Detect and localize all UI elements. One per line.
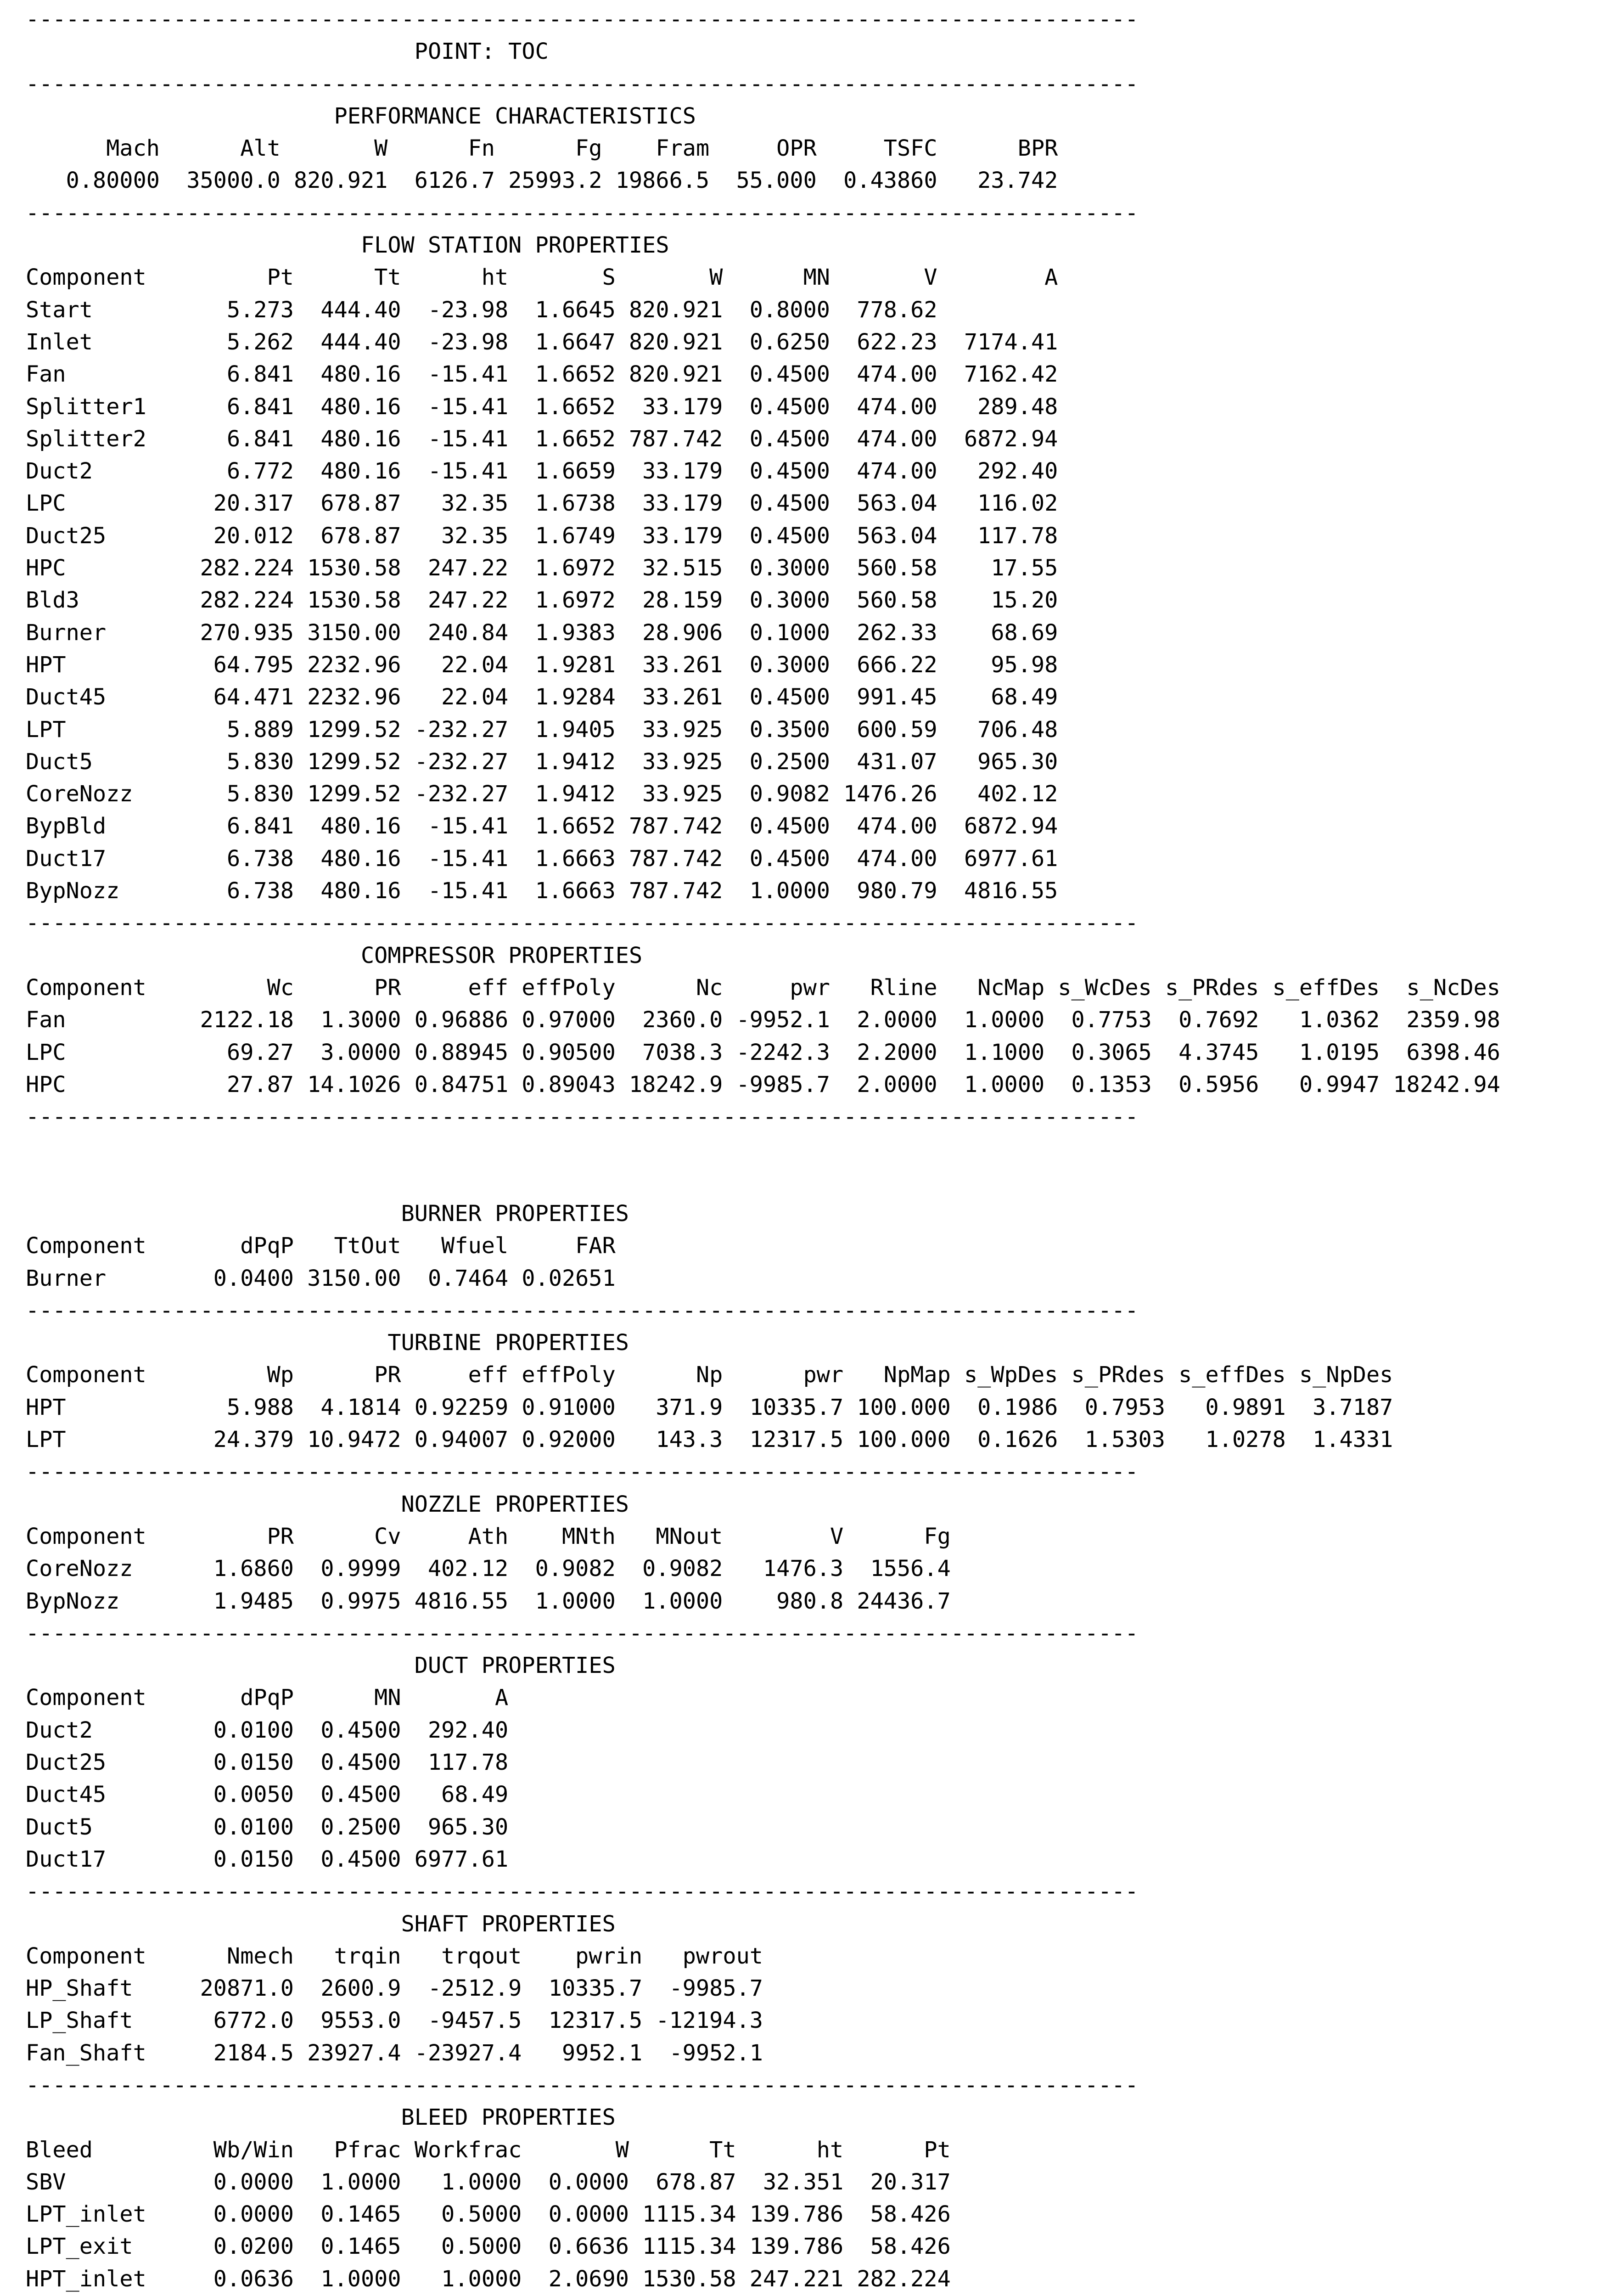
flow-station-row: LPT 5.889 1299.52 -232.27 1.9405 33.925 0.3500 600.59 706.48 xyxy=(26,716,1058,743)
flow-station-row: Bld3 282.224 1530.58 247.22 1.6972 28.159 0.3000 560.58 15.20 xyxy=(26,587,1058,613)
blank-line xyxy=(26,1133,1500,1165)
separator-line: ----------------------------------------------------------------------------------- xyxy=(26,1620,1139,1646)
flow-station-row: BypBld 6.841 480.16 -15.41 1.6652 787.742 0.4500 474.00 6872.94 xyxy=(26,813,1058,839)
duct-title: DUCT PROPERTIES xyxy=(26,1653,616,1679)
duct-row: Duct2 0.0100 0.4500 292.40 xyxy=(26,1717,509,1743)
turbine-header: Component Wp PR eff effPoly Np pwr NpMap s_WpDes s_PRdes s_effDes s_NpDes xyxy=(26,1362,1393,1388)
bleed-row: SBV 0.0000 1.0000 1.0000 0.0000 678.87 32.351 20.317 xyxy=(26,2169,951,2195)
bleed-row: LPT_exit 0.0200 0.1465 0.5000 0.6636 1115.34 139.786 58.426 xyxy=(26,2234,951,2260)
separator-line: ----------------------------------------------------------------------------------- xyxy=(26,1459,1139,1485)
flow-station-row: Inlet 5.262 444.40 -23.98 1.6647 820.921 0.6250 622.23 7174.41 xyxy=(26,329,1058,355)
burner-title: BURNER PROPERTIES xyxy=(26,1200,629,1227)
nozzle-row: CoreNozz 1.6860 0.9999 402.12 0.9082 0.9082 1476.3 1556.4 xyxy=(26,1556,951,1582)
bleed-row: HPT_inlet 0.0636 1.0000 1.0000 2.0690 1530.58 247.221 282.224 xyxy=(26,2266,951,2292)
flow-station-row: Duct45 64.471 2232.96 22.04 1.9284 33.261 0.4500 991.45 68.49 xyxy=(26,684,1058,710)
turbine-row: LPT 24.379 10.9472 0.94007 0.92000 143.3 12317.5 100.000 0.1626 1.5303 1.0278 1.4331 xyxy=(26,1427,1393,1453)
bleed-header: Bleed Wb/Win Pfrac Workfrac W Tt ht Pt xyxy=(26,2137,951,2163)
flow-station-title: FLOW STATION PROPERTIES xyxy=(26,232,669,259)
burner-row: Burner 0.0400 3150.00 0.7464 0.02651 xyxy=(26,1265,616,1291)
duct-row: Duct25 0.0150 0.4500 117.78 xyxy=(26,1750,509,1776)
compressor-title: COMPRESSOR PROPERTIES xyxy=(26,942,643,968)
shaft-title: SHAFT PROPERTIES xyxy=(26,1911,616,1937)
separator-line: ----------------------------------------------------------------------------------- xyxy=(26,1879,1139,1905)
separator-line: ----------------------------------------------------------------------------------- xyxy=(26,6,1139,32)
flow-station-row: Duct25 20.012 678.87 32.35 1.6749 33.179 0.4500 563.04 117.78 xyxy=(26,523,1058,549)
flow-station-row: BypNozz 6.738 480.16 -15.41 1.6663 787.742 1.0000 980.79 4816.55 xyxy=(26,878,1058,904)
separator-line: ----------------------------------------------------------------------------------- xyxy=(26,71,1139,97)
performance-header: Mach Alt W Fn Fg Fram OPR TSFC BPR xyxy=(26,135,1058,162)
shaft-row: Fan_Shaft 2184.5 23927.4 -23927.4 9952.1 -9952.1 xyxy=(26,2040,763,2066)
flow-station-row: LPC 20.317 678.87 32.35 1.6738 33.179 0.4500 563.04 116.02 xyxy=(26,490,1058,517)
flow-station-row: Splitter2 6.841 480.16 -15.41 1.6652 787.742 0.4500 474.00 6872.94 xyxy=(26,426,1058,452)
duct-header: Component dPqP MN A xyxy=(26,1685,509,1711)
bleed-title: BLEED PROPERTIES xyxy=(26,2105,616,2131)
shaft-row: HP_Shaft 20871.0 2600.9 -2512.9 10335.7 -9985.7 xyxy=(26,1975,763,2002)
nozzle-title: NOZZLE PROPERTIES xyxy=(26,1491,629,1517)
flow-station-row: Duct17 6.738 480.16 -15.41 1.6663 787.742 0.4500 474.00 6977.61 xyxy=(26,845,1058,872)
burner-header: Component dPqP TtOut Wfuel FAR xyxy=(26,1233,616,1259)
flow-station-row: Splitter1 6.841 480.16 -15.41 1.6652 33.179 0.4500 474.00 289.48 xyxy=(26,394,1058,420)
compressor-row: HPC 27.87 14.1026 0.84751 0.89043 18242.9 -9985.7 2.0000 1.0000 0.1353 0.5956 0.9947 18242.94 xyxy=(26,1071,1500,1097)
flow-station-row: HPT 64.795 2232.96 22.04 1.9281 33.261 0.3000 666.22 95.98 xyxy=(26,652,1058,678)
flow-station-row: HPC 282.224 1530.58 247.22 1.6972 32.515 0.3000 560.58 17.55 xyxy=(26,555,1058,581)
nozzle-header: Component PR Cv Ath MNth MNout V Fg xyxy=(26,1523,951,1549)
flow-station-header: Component Pt Tt ht S W MN V A xyxy=(26,264,1058,291)
nozzle-row: BypNozz 1.9485 0.9975 4816.55 1.0000 1.0000 980.8 24436.7 xyxy=(26,1588,951,1614)
performance-title: PERFORMANCE CHARACTERISTICS xyxy=(26,103,696,129)
separator-line: ----------------------------------------------------------------------------------- xyxy=(26,1104,1139,1130)
shaft-row: LP_Shaft 6772.0 9553.0 -9457.5 12317.5 -12194.3 xyxy=(26,2008,763,2034)
flow-station-row: Duct2 6.772 480.16 -15.41 1.6659 33.179 0.4500 474.00 292.40 xyxy=(26,458,1058,484)
duct-row: Duct17 0.0150 0.4500 6977.61 xyxy=(26,1846,509,1872)
flow-station-row: CoreNozz 5.830 1299.52 -232.27 1.9412 33.925 0.9082 1476.26 402.12 xyxy=(26,781,1058,807)
flow-station-row: Burner 270.935 3150.00 240.84 1.9383 28.906 0.1000 262.33 68.69 xyxy=(26,619,1058,646)
report xyxy=(26,3,1500,2295)
shaft-header: Component Nmech trqin trqout pwrin pwrout xyxy=(26,1943,763,1969)
flow-station-row: Start 5.273 444.40 -23.98 1.6645 820.921 0.8000 778.62 xyxy=(26,297,1058,323)
flow-station-row: Duct5 5.830 1299.52 -232.27 1.9412 33.925 0.2500 431.07 965.30 xyxy=(26,748,1058,775)
blank-line xyxy=(26,1165,1500,1198)
bleed-row: LPT_inlet 0.0000 0.1465 0.5000 0.0000 1115.34 139.786 58.426 xyxy=(26,2201,951,2228)
separator-line: ----------------------------------------------------------------------------------- xyxy=(26,910,1139,936)
duct-row: Duct5 0.0100 0.2500 965.30 xyxy=(26,1814,509,1840)
performance-row: 0.80000 35000.0 820.921 6126.7 25993.2 19866.5 55.000 0.43860 23.742 xyxy=(26,168,1058,194)
separator-line: ----------------------------------------------------------------------------------- xyxy=(26,2072,1139,2098)
compressor-header: Component Wc PR eff effPoly Nc pwr Rline NcMap s_WcDes s_PRdes s_effDes s_NcDes xyxy=(26,974,1500,1001)
separator-line: ----------------------------------------------------------------------------------- xyxy=(26,200,1139,226)
turbine-title: TURBINE PROPERTIES xyxy=(26,1330,629,1356)
compressor-row: Fan 2122.18 1.3000 0.96886 0.97000 2360.0 -9952.1 2.0000 1.0000 0.7753 0.7692 1.0362 2359.98 xyxy=(26,1007,1500,1033)
turbine-row: HPT 5.988 4.1814 0.92259 0.91000 371.9 10335.7 100.000 0.1986 0.7953 0.9891 3.7187 xyxy=(26,1394,1393,1420)
flow-station-row: Fan 6.841 480.16 -15.41 1.6652 820.921 0.4500 474.00 7162.42 xyxy=(26,361,1058,388)
point-title: POINT: TOC xyxy=(26,39,549,65)
duct-row: Duct45 0.0050 0.4500 68.49 xyxy=(26,1782,509,1808)
separator-line: ----------------------------------------------------------------------------------- xyxy=(26,1297,1139,1323)
compressor-row: LPC 69.27 3.0000 0.88945 0.90500 7038.3 -2242.3 2.2000 1.1000 0.3065 4.3745 1.0195 6398.46 xyxy=(26,1039,1500,1065)
